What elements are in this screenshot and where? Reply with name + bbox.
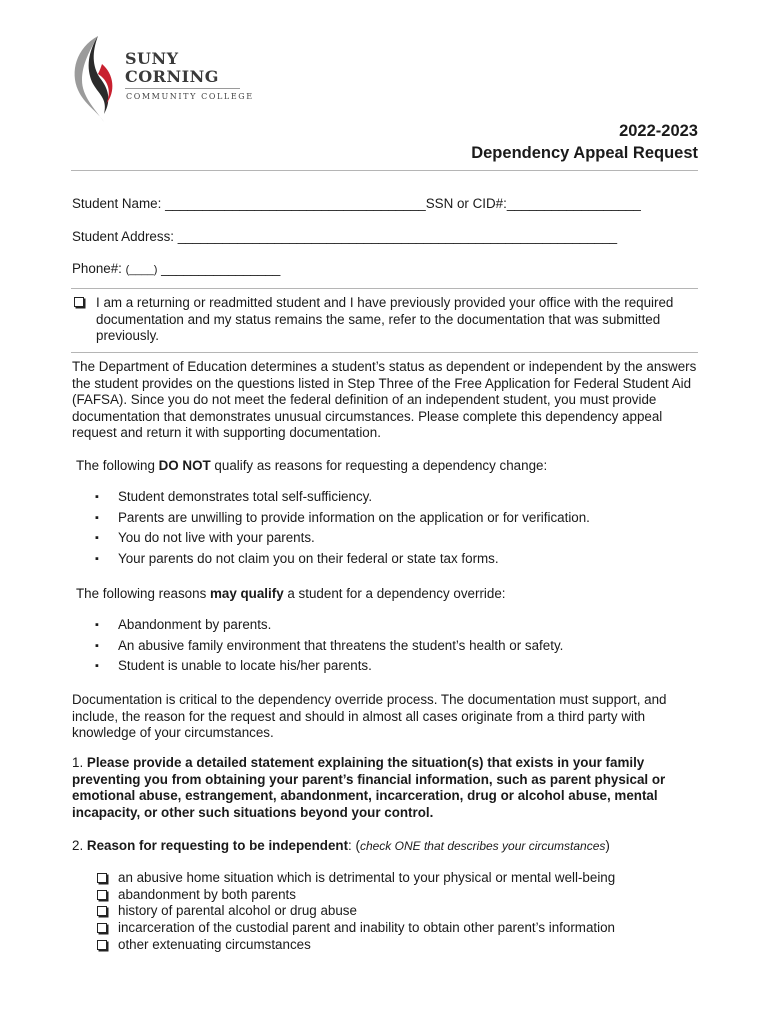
option-label: incarceration of the custodial parent and inability to obtain other parent’s information	[118, 920, 615, 936]
reason-option-abusive-home[interactable]	[97, 870, 615, 887]
checkbox[interactable]	[97, 873, 107, 883]
phone-row	[72, 261, 280, 276]
reason-option-substance-abuse[interactable]	[97, 903, 615, 920]
flame-logo-icon	[68, 34, 124, 124]
question-2-label: Reason for requesting to be independent	[86, 838, 349, 853]
may-qualify-emphasis: may qualify	[209, 586, 284, 601]
returning-divider	[71, 352, 698, 353]
question-2-heading	[72, 838, 610, 853]
list-item-text: Parents are unwilling to provide information on the application or for verification.	[118, 509, 590, 525]
reason-option-other[interactable]	[97, 937, 615, 954]
bullet-icon: ▪	[95, 491, 99, 503]
list-item-text: Student demonstrates total self-sufficiency.	[118, 489, 373, 504]
may-qualify-heading	[76, 586, 506, 601]
phone-number-field[interactable]: ________________	[161, 261, 281, 276]
not-qualify-list	[92, 487, 590, 569]
reason-option-incarceration[interactable]	[97, 920, 615, 937]
list-item-text: Student is unable to locate his/her parents.	[118, 658, 372, 673]
list-item	[92, 487, 590, 508]
list-item-text: Your parents do not claim you on their federal or state tax forms.	[118, 550, 499, 566]
header-divider	[71, 170, 698, 171]
student-address-label: Student Address:	[72, 229, 174, 244]
question-1	[72, 755, 698, 821]
form-year: 2022-2023	[619, 122, 698, 140]
documentation-paragraph: Documentation is critical to the dependency override process. The documentation must support, and include, the reason for the request and should in almost all cases originate from a third party with knowledge of your circumstances.	[72, 692, 667, 740]
may-qualify-text-before: The following reasons	[76, 586, 210, 601]
student-name-row	[72, 196, 641, 211]
logo-text-community-college: COMMUNITY COLLEGE	[126, 92, 254, 101]
checkbox[interactable]	[97, 890, 107, 900]
student-address-field[interactable]: ___________________________________________________________	[177, 229, 618, 244]
returning-student-checkbox[interactable]	[74, 297, 84, 307]
list-item-text: You do not live with your parents.	[118, 530, 315, 545]
checkbox[interactable]	[97, 923, 107, 933]
fields-divider	[71, 288, 698, 289]
option-label: other extenuating circumstances	[118, 936, 311, 952]
ssn-field[interactable]: __________________	[506, 196, 641, 211]
option-label: history of parental alcohol or drug abuse	[118, 903, 357, 919]
bullet-icon: ▪	[95, 511, 99, 524]
question-2-hint: check ONE that describes your circumstances	[359, 839, 606, 853]
student-name-label: Student Name:	[72, 196, 162, 211]
not-qualify-heading	[76, 458, 547, 473]
student-address-row	[72, 229, 617, 244]
list-item	[92, 615, 563, 636]
checkbox[interactable]	[97, 940, 107, 950]
returning-student-option[interactable]	[72, 295, 698, 345]
not-qualify-text-before: The following	[76, 458, 159, 473]
list-item	[92, 656, 563, 677]
list-item-text: An abusive family environment that threatens the student’s health or safety.	[118, 637, 564, 653]
bullet-icon: ▪	[95, 660, 99, 672]
bullet-icon: ▪	[95, 552, 99, 565]
reason-options-list	[97, 870, 615, 953]
suny-corning-logo	[68, 34, 258, 124]
logo-text-suny: SUNY	[125, 49, 179, 68]
phone-label: Phone#:	[72, 261, 122, 276]
list-item	[92, 636, 563, 657]
logo-text-corning: CORNING	[125, 67, 219, 86]
question-1-text: Please provide a detailed statement explaining the situation(s) that exists in your family preventing you from obtaining your parent’s financial information, such as parent physical or emotional abuse, estrangement, abandonment, incarceration, drug or alcohol abuse, mental incapacity, or other such situations beyond your control.	[72, 755, 666, 820]
not-qualify-emphasis: DO NOT	[158, 458, 211, 473]
may-qualify-list	[92, 615, 563, 677]
option-label: abandonment by both parents	[118, 886, 296, 902]
checkbox[interactable]	[97, 906, 107, 916]
intro-paragraph: The Department of Education determines a student’s status as dependent or independent by the answers the student provides on the questions listed in Step Three of the Free Application for Federal Student Aid (FAFSA). Since you do not meet the federal definition of an independent student, you must provide documentation that demonstrates unusual circumstances. Please complete this dependency appeal request and return it with supporting documentation.	[72, 359, 697, 440]
question-1-number: 1.	[72, 755, 84, 770]
bullet-icon: ▪	[95, 639, 99, 652]
list-item	[92, 528, 590, 549]
reason-option-abandonment[interactable]	[97, 887, 615, 904]
form-title: Dependency Appeal Request	[471, 144, 698, 162]
list-item	[92, 508, 590, 529]
option-label: an abusive home situation which is detrimental to your physical or mental well-being	[118, 870, 616, 885]
not-qualify-text-after: qualify as reasons for requesting a dependency change:	[210, 458, 548, 473]
phone-area-code-field[interactable]: (____)	[125, 264, 158, 276]
list-item	[92, 549, 590, 570]
may-qualify-text-after: a student for a dependency override:	[283, 586, 506, 601]
logo-divider	[125, 88, 240, 89]
ssn-label: SSN or CID#:	[425, 196, 507, 211]
student-name-field[interactable]: ___________________________________	[165, 196, 426, 211]
question-2-close: )	[605, 838, 610, 853]
question-2-colon: : (	[348, 838, 360, 853]
returning-student-text: I am a returning or readmitted student and I have previously provided your office with the required documentation and my status remains the same, refer to the documentation that was submitted previously.	[96, 295, 674, 343]
bullet-icon: ▪	[95, 619, 99, 631]
question-2-number: 2.	[72, 838, 84, 853]
title-block	[471, 120, 698, 164]
bullet-icon: ▪	[95, 532, 99, 544]
list-item-text: Abandonment by parents.	[118, 617, 272, 632]
